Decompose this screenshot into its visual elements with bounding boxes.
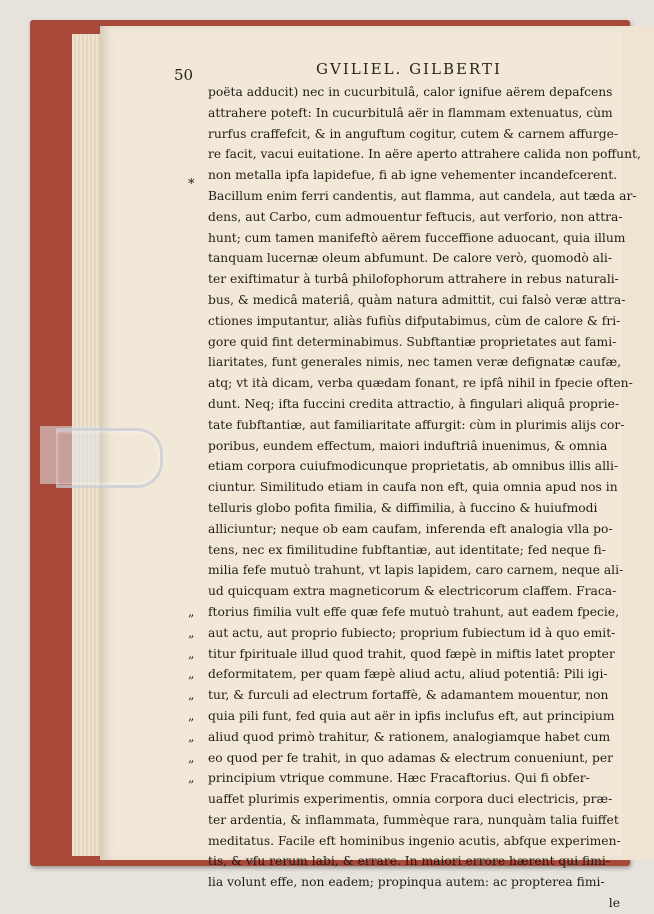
text-line	[208, 373, 633, 394]
text-line	[208, 789, 620, 810]
text-line	[208, 477, 620, 498]
text-line-content: titur fpirituale illud quod trahit, quod fæpè in miftis latet propter	[208, 646, 615, 661]
text-line-content: atq; vt ità dicam, verba quædam fonant, re ipfâ nihil in fpecie often-	[208, 376, 633, 391]
text-line-content: rurfus craffefcit, & in anguftum cogitur, cutem & carnem affurge-	[208, 126, 619, 141]
text-line	[208, 207, 623, 228]
quote-mark: „	[188, 646, 195, 661]
text-line	[208, 851, 620, 872]
page-number: 50	[174, 66, 194, 84]
text-line	[208, 332, 620, 353]
running-head: GVILIEL. GILBERTI	[316, 60, 502, 78]
text-line	[188, 623, 620, 644]
text-line-content: non metalla ipfa lapidefue, fi ab igne vehementer incandefcerent.	[208, 168, 618, 183]
text-line-content: liaritates, funt generales nimis, nec tamen veræ defignatæ caufæ,	[208, 355, 622, 370]
text-line	[208, 82, 620, 103]
text-line-content: aut actu, aut proprio fubiecto; proprium fubiectum id à quo emit-	[208, 625, 616, 640]
text-line	[208, 456, 620, 477]
text-line	[188, 748, 620, 769]
text-line	[208, 872, 620, 893]
text-line	[188, 664, 620, 685]
text-line-content: tate fubftantiæ, aut familiaritate affurgit: cùm in plurimis alijs cor-	[208, 417, 625, 432]
quote-mark: „	[188, 667, 195, 682]
text-line-content: etiam corpora cuiufmodicunque proprietatis, ab omnibus illis alli-	[208, 459, 619, 474]
text-line	[208, 311, 620, 332]
text-line	[208, 436, 620, 457]
text-line	[208, 810, 620, 831]
text-line-content: tanquam lucernæ oleum abfumunt. De calore verò, quomodò ali-	[208, 251, 612, 266]
text-line-content: tis, & vfu rerum labi, & errare. In maiori errore hærent qui fimi-	[208, 854, 611, 869]
text-line-content: re facit, vacui euitatione. In aëre aperto attrahere calida non poffunt,	[208, 147, 641, 162]
text-line	[208, 144, 641, 165]
text-line-content: bus, & medicâ materiâ, quàm natura admittit, cui falsò veræ attra-	[208, 292, 626, 307]
quote-mark: „	[188, 625, 195, 640]
text-line	[188, 602, 620, 623]
text-line-content: quia pili funt, fed quia aut aër in ipfis inclufus eft, aut principium	[208, 708, 615, 723]
text-line	[208, 352, 620, 373]
quote-mark: „	[188, 688, 195, 703]
text-line-content: telluris globo pofita fimilia, & diffimilia, à fuccino & huiufmodi	[208, 500, 598, 515]
text-line	[188, 706, 620, 727]
marginal-asterisk: *	[188, 177, 195, 192]
text-line	[208, 186, 637, 207]
text-line	[208, 519, 620, 540]
text-line-content: ter exiftimatur à turbâ philofophorum attrahere in rebus naturali-	[208, 272, 619, 287]
text-line-content: lia volunt effe, non eadem; propinqua autem: ac propterea fimi-	[208, 875, 605, 890]
text-line-content: poribus, eundem effectum, maiori induftriâ inuenimus, & omnia	[208, 438, 608, 453]
text-line	[208, 103, 620, 124]
text-line-content: ter ardentia, & inflammata, fummèque rara, nunquàm talia fuiffet	[208, 812, 619, 827]
text-line-content: tur, & furculi ad electrum fortaffè, & adamantem mouentur, non	[208, 688, 609, 703]
text-line	[188, 644, 620, 665]
quote-mark: „	[188, 771, 195, 786]
text-line	[208, 394, 620, 415]
text-line-content: deformitatem, per quam fæpè aliud actu, aliud potentiâ: Pili igi-	[208, 667, 608, 682]
page-clip	[56, 428, 163, 488]
text-line-content: aliud quod primò trahitur, & rationem, analogiamque habet cum	[208, 729, 611, 744]
text-line	[208, 290, 626, 311]
text-line-content: ctiones imputantur, aliàs fufiùs difputabimus, cùm de calore & fri-	[208, 313, 621, 328]
text-line-content: alliciuntur; neque ob eam caufam, inferenda eft analogia vlla po-	[208, 521, 613, 536]
text-line	[208, 269, 620, 290]
text-line-content: meditatus. Facile eft hominibus ingenio acutis, abfque experimen-	[208, 833, 621, 848]
text-line	[188, 768, 620, 789]
text-line-content: milia fefe mutuò trahunt, vt lapis lapidem, caro carnem, neque ali-	[208, 563, 624, 578]
text-line-content: hunt; cum tamen manifeftò aërem fucceffione aduocant, quia illum	[208, 230, 626, 245]
text-line	[208, 540, 620, 561]
text-line-content: dunt. Neq; ifta fuccini credita attractio, à fingulari aliquâ proprie-	[208, 396, 620, 411]
text-line-content: attrahere poteft: In cucurbitulâ aër in flammam extenuatus, cùm	[208, 105, 613, 120]
body-text	[188, 82, 641, 914]
text-line	[208, 560, 624, 581]
text-line	[208, 498, 620, 519]
text-line-content: tens, nec ex fimilitudine fubftantiæ, aut identitate; fed neque fi-	[208, 542, 606, 557]
text-line	[188, 685, 620, 706]
quote-mark: „	[188, 750, 195, 765]
text-line	[208, 581, 620, 602]
text-line	[208, 228, 626, 249]
text-line	[208, 165, 620, 186]
text-line	[208, 415, 625, 436]
quote-mark: „	[188, 604, 195, 619]
text-line-content: ciuntur. Similitudo etiam in caufa non eft, quia omnia apud nos in	[208, 480, 618, 495]
text-line-content: Bacillum enim ferri candentis, aut flamma, aut candela, aut tæda ar-	[208, 188, 637, 203]
text-line-content: ftorius fimilia vult effe quæ fefe mutuò trahunt, aut eadem fpecie,	[208, 604, 619, 619]
quote-mark: „	[188, 729, 195, 744]
text-line	[208, 124, 620, 145]
text-line-content: ud quicquam extra magneticorum & electricorum claffem. Fraca-	[208, 584, 617, 599]
text-line-content: dens, aut Carbo, cum admouentur feftucis, aut verforio, non attra-	[208, 209, 623, 224]
text-line-content: gore quid fint determinabimus. Subftantiæ proprietates aut fami-	[208, 334, 617, 349]
quote-mark: „	[188, 708, 195, 723]
text-line	[208, 831, 620, 852]
text-line-content: eo quod per fe trahit, in quo adamas & electrum conueniunt, per	[208, 750, 614, 765]
text-line	[188, 727, 620, 748]
text-line-content: poëta adducit) nec in cucurbitulâ, calor ignifue aërem depafcens	[208, 85, 613, 99]
text-line	[208, 248, 620, 269]
catchword: le	[608, 896, 620, 911]
text-line-content: uaffet plurimis experimentis, omnia corpora duci electricis, præ-	[208, 792, 613, 807]
text-line-content: principium vtrique commune. Hæc Fracaftorius. Qui fi obfer-	[208, 771, 590, 786]
